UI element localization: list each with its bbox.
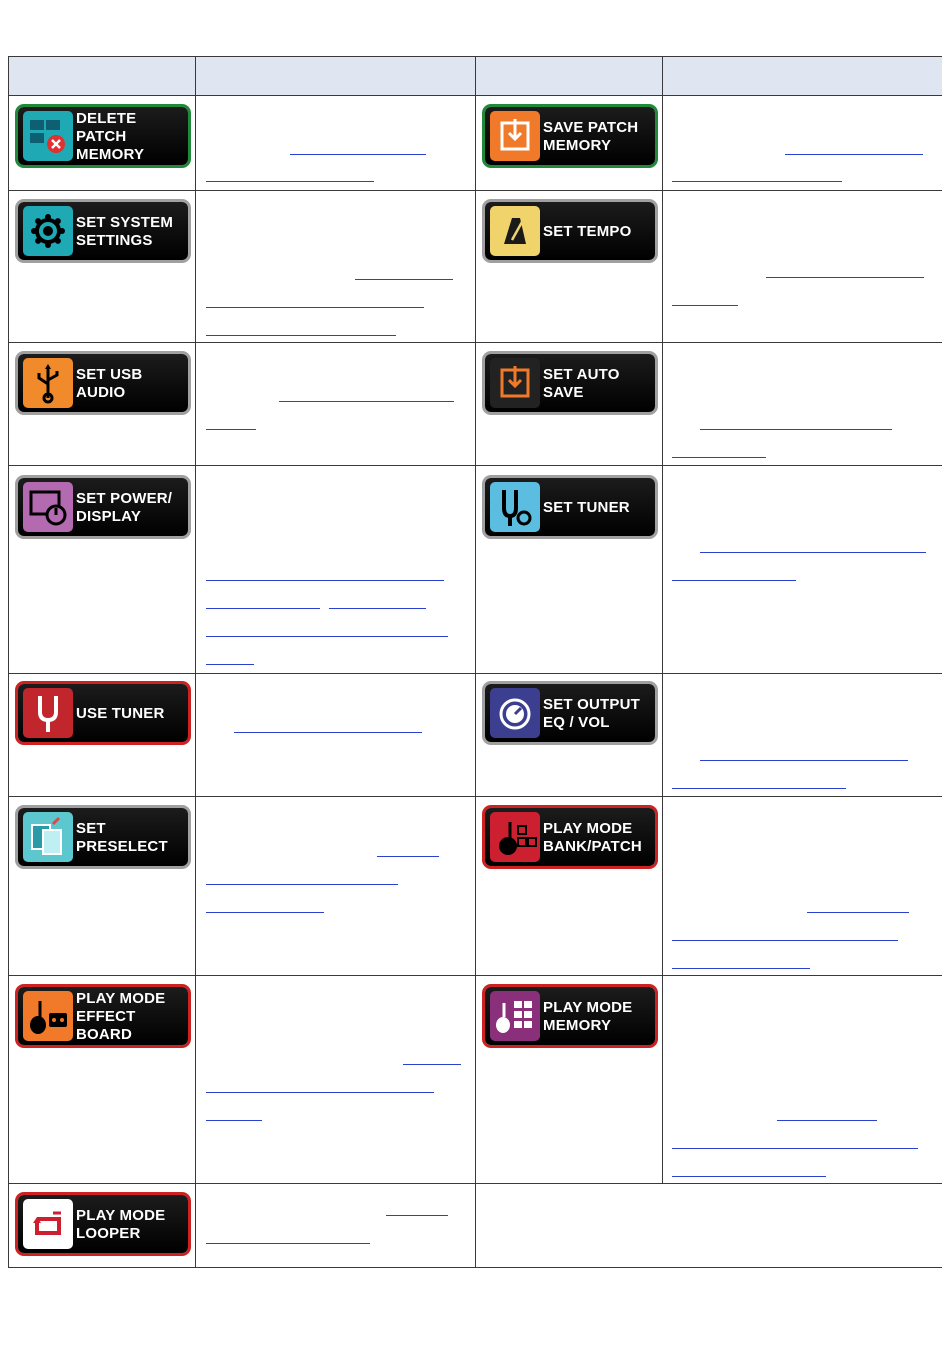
tuner-settings-button: [485, 478, 655, 536]
table-column-rule: [662, 342, 663, 466]
cross-reference-link[interactable]: [672, 1148, 918, 1149]
cross-reference-link[interactable]: [700, 429, 892, 430]
gear-button: [18, 202, 188, 260]
table-column-rule: [195, 95, 196, 191]
cross-reference-link[interactable]: [672, 457, 766, 458]
table-column-rule: [475, 975, 476, 1184]
table-column-rule: [475, 673, 476, 797]
button-label: SET TEMPO: [543, 222, 632, 240]
table-column-rule: [8, 95, 9, 191]
cross-reference-link[interactable]: [377, 856, 439, 857]
guitar-memory-icon: [490, 991, 540, 1041]
cross-reference-link[interactable]: [403, 1064, 461, 1065]
power-display-button: [18, 478, 188, 536]
table-column-rule: [475, 1183, 476, 1268]
table-column-rule: [475, 190, 476, 343]
button-label: DELETE PATCH MEMORY: [76, 109, 145, 163]
table-column-rule: [8, 465, 9, 674]
button-label: SAVE PATCH MEMORY: [543, 118, 639, 154]
cross-reference-link[interactable]: [206, 307, 424, 308]
table-column-rule: [195, 673, 196, 797]
table-column-rule: [475, 796, 476, 976]
cross-reference-link[interactable]: [700, 760, 908, 761]
cross-reference-link[interactable]: [206, 580, 444, 581]
cross-reference-link[interactable]: [206, 912, 324, 913]
cross-reference-link[interactable]: [206, 636, 448, 637]
cross-reference-link[interactable]: [766, 277, 924, 278]
cross-reference-link[interactable]: [206, 884, 398, 885]
looper-icon: [23, 1199, 73, 1249]
table-column-rule: [662, 56, 663, 96]
button-label: SET USB AUDIO: [76, 365, 143, 401]
cross-reference-link[interactable]: [672, 305, 738, 306]
cross-reference-link[interactable]: [807, 912, 909, 913]
guitar-bank-button: [485, 808, 655, 866]
function-table: [8, 56, 942, 1267]
table-column-rule: [662, 796, 663, 976]
cross-reference-link[interactable]: [672, 968, 810, 969]
table-column-rule: [475, 56, 476, 96]
table-column-rule: [8, 796, 9, 976]
cross-reference-link[interactable]: [206, 181, 374, 182]
table-column-rule: [662, 673, 663, 797]
cross-reference-link[interactable]: [206, 1243, 370, 1244]
delete-patch-memory-icon: [23, 111, 73, 161]
table-column-rule: [8, 975, 9, 1184]
cross-reference-link[interactable]: [672, 580, 796, 581]
table-column-rule: [475, 465, 476, 674]
button-label: PLAY MODE EFFECT BOARD: [76, 989, 166, 1043]
button-label: SET AUTO SAVE: [543, 365, 620, 401]
table-column-rule: [662, 975, 663, 1184]
guitar-bank-icon: [490, 812, 540, 862]
table-column-rule: [195, 190, 196, 343]
table-column-rule: [8, 56, 9, 96]
table-column-rule: [8, 190, 9, 343]
tuning-fork-icon: [23, 688, 73, 738]
cross-reference-link[interactable]: [785, 154, 923, 155]
output-knob-button: [485, 684, 655, 742]
auto-save-icon: [490, 358, 540, 408]
usb-button: [18, 354, 188, 412]
button-label: USE TUNER: [76, 704, 165, 722]
table-column-rule: [195, 975, 196, 1184]
table-column-rule: [8, 342, 9, 466]
cross-reference-link[interactable]: [355, 279, 453, 280]
table-column-rule: [662, 95, 663, 191]
button-label: SET PRESELECT: [76, 819, 168, 855]
looper-button: [18, 1195, 188, 1253]
cross-reference-link[interactable]: [700, 552, 926, 553]
table-column-rule: [195, 465, 196, 674]
gear-icon: [23, 206, 73, 256]
cross-reference-link[interactable]: [672, 181, 842, 182]
save-patch-memory-icon: [490, 111, 540, 161]
tempo-icon: [490, 206, 540, 256]
guitar-effect-board-button: [18, 987, 188, 1045]
cross-reference-link[interactable]: [206, 1092, 434, 1093]
cross-reference-link[interactable]: [290, 154, 426, 155]
preselect-button: [18, 808, 188, 866]
cross-reference-link[interactable]: [234, 732, 422, 733]
cross-reference-link[interactable]: [206, 335, 396, 336]
preselect-icon: [23, 812, 73, 862]
cross-reference-link[interactable]: [279, 401, 454, 402]
cross-reference-link[interactable]: [777, 1120, 877, 1121]
cross-reference-link[interactable]: [206, 664, 254, 665]
save-patch-memory-button: [485, 107, 655, 165]
table-column-rule: [662, 465, 663, 674]
button-label: PLAY MODE MEMORY: [543, 998, 633, 1034]
power-display-icon: [23, 482, 73, 532]
cross-reference-link[interactable]: [206, 429, 256, 430]
table-column-rule: [8, 1183, 9, 1268]
table-column-rule: [195, 796, 196, 976]
delete-patch-memory-button: [18, 107, 188, 165]
tempo-button: [485, 202, 655, 260]
button-label: SET SYSTEM SETTINGS: [76, 213, 174, 249]
cross-reference-link[interactable]: [206, 1120, 262, 1121]
table-column-rule: [195, 342, 196, 466]
button-label: PLAY MODE BANK/PATCH: [543, 819, 642, 855]
cross-reference-link[interactable]: [672, 788, 846, 789]
cross-reference-link[interactable]: [206, 608, 320, 609]
table-column-rule: [662, 190, 663, 343]
tuning-fork-button: [18, 684, 188, 742]
table-column-rule: [195, 56, 196, 96]
cross-reference-link[interactable]: [329, 608, 426, 609]
guitar-effect-board-icon: [23, 991, 73, 1041]
output-knob-icon: [490, 688, 540, 738]
auto-save-button: [485, 354, 655, 412]
button-label: SET OUTPUT EQ / VOL: [543, 695, 641, 731]
table-column-rule: [8, 673, 9, 797]
table-column-rule: [475, 342, 476, 466]
tuner-settings-icon: [490, 482, 540, 532]
button-label: SET POWER/ DISPLAY: [76, 489, 173, 525]
cross-reference-link[interactable]: [672, 940, 898, 941]
guitar-memory-button: [485, 987, 655, 1045]
button-label: SET TUNER: [543, 498, 630, 516]
table-column-rule: [475, 95, 476, 191]
table-column-rule: [195, 1183, 196, 1268]
usb-icon: [23, 358, 73, 408]
cross-reference-link[interactable]: [672, 1176, 826, 1177]
cross-reference-link[interactable]: [386, 1215, 448, 1216]
button-label: PLAY MODE LOOPER: [76, 1206, 166, 1242]
